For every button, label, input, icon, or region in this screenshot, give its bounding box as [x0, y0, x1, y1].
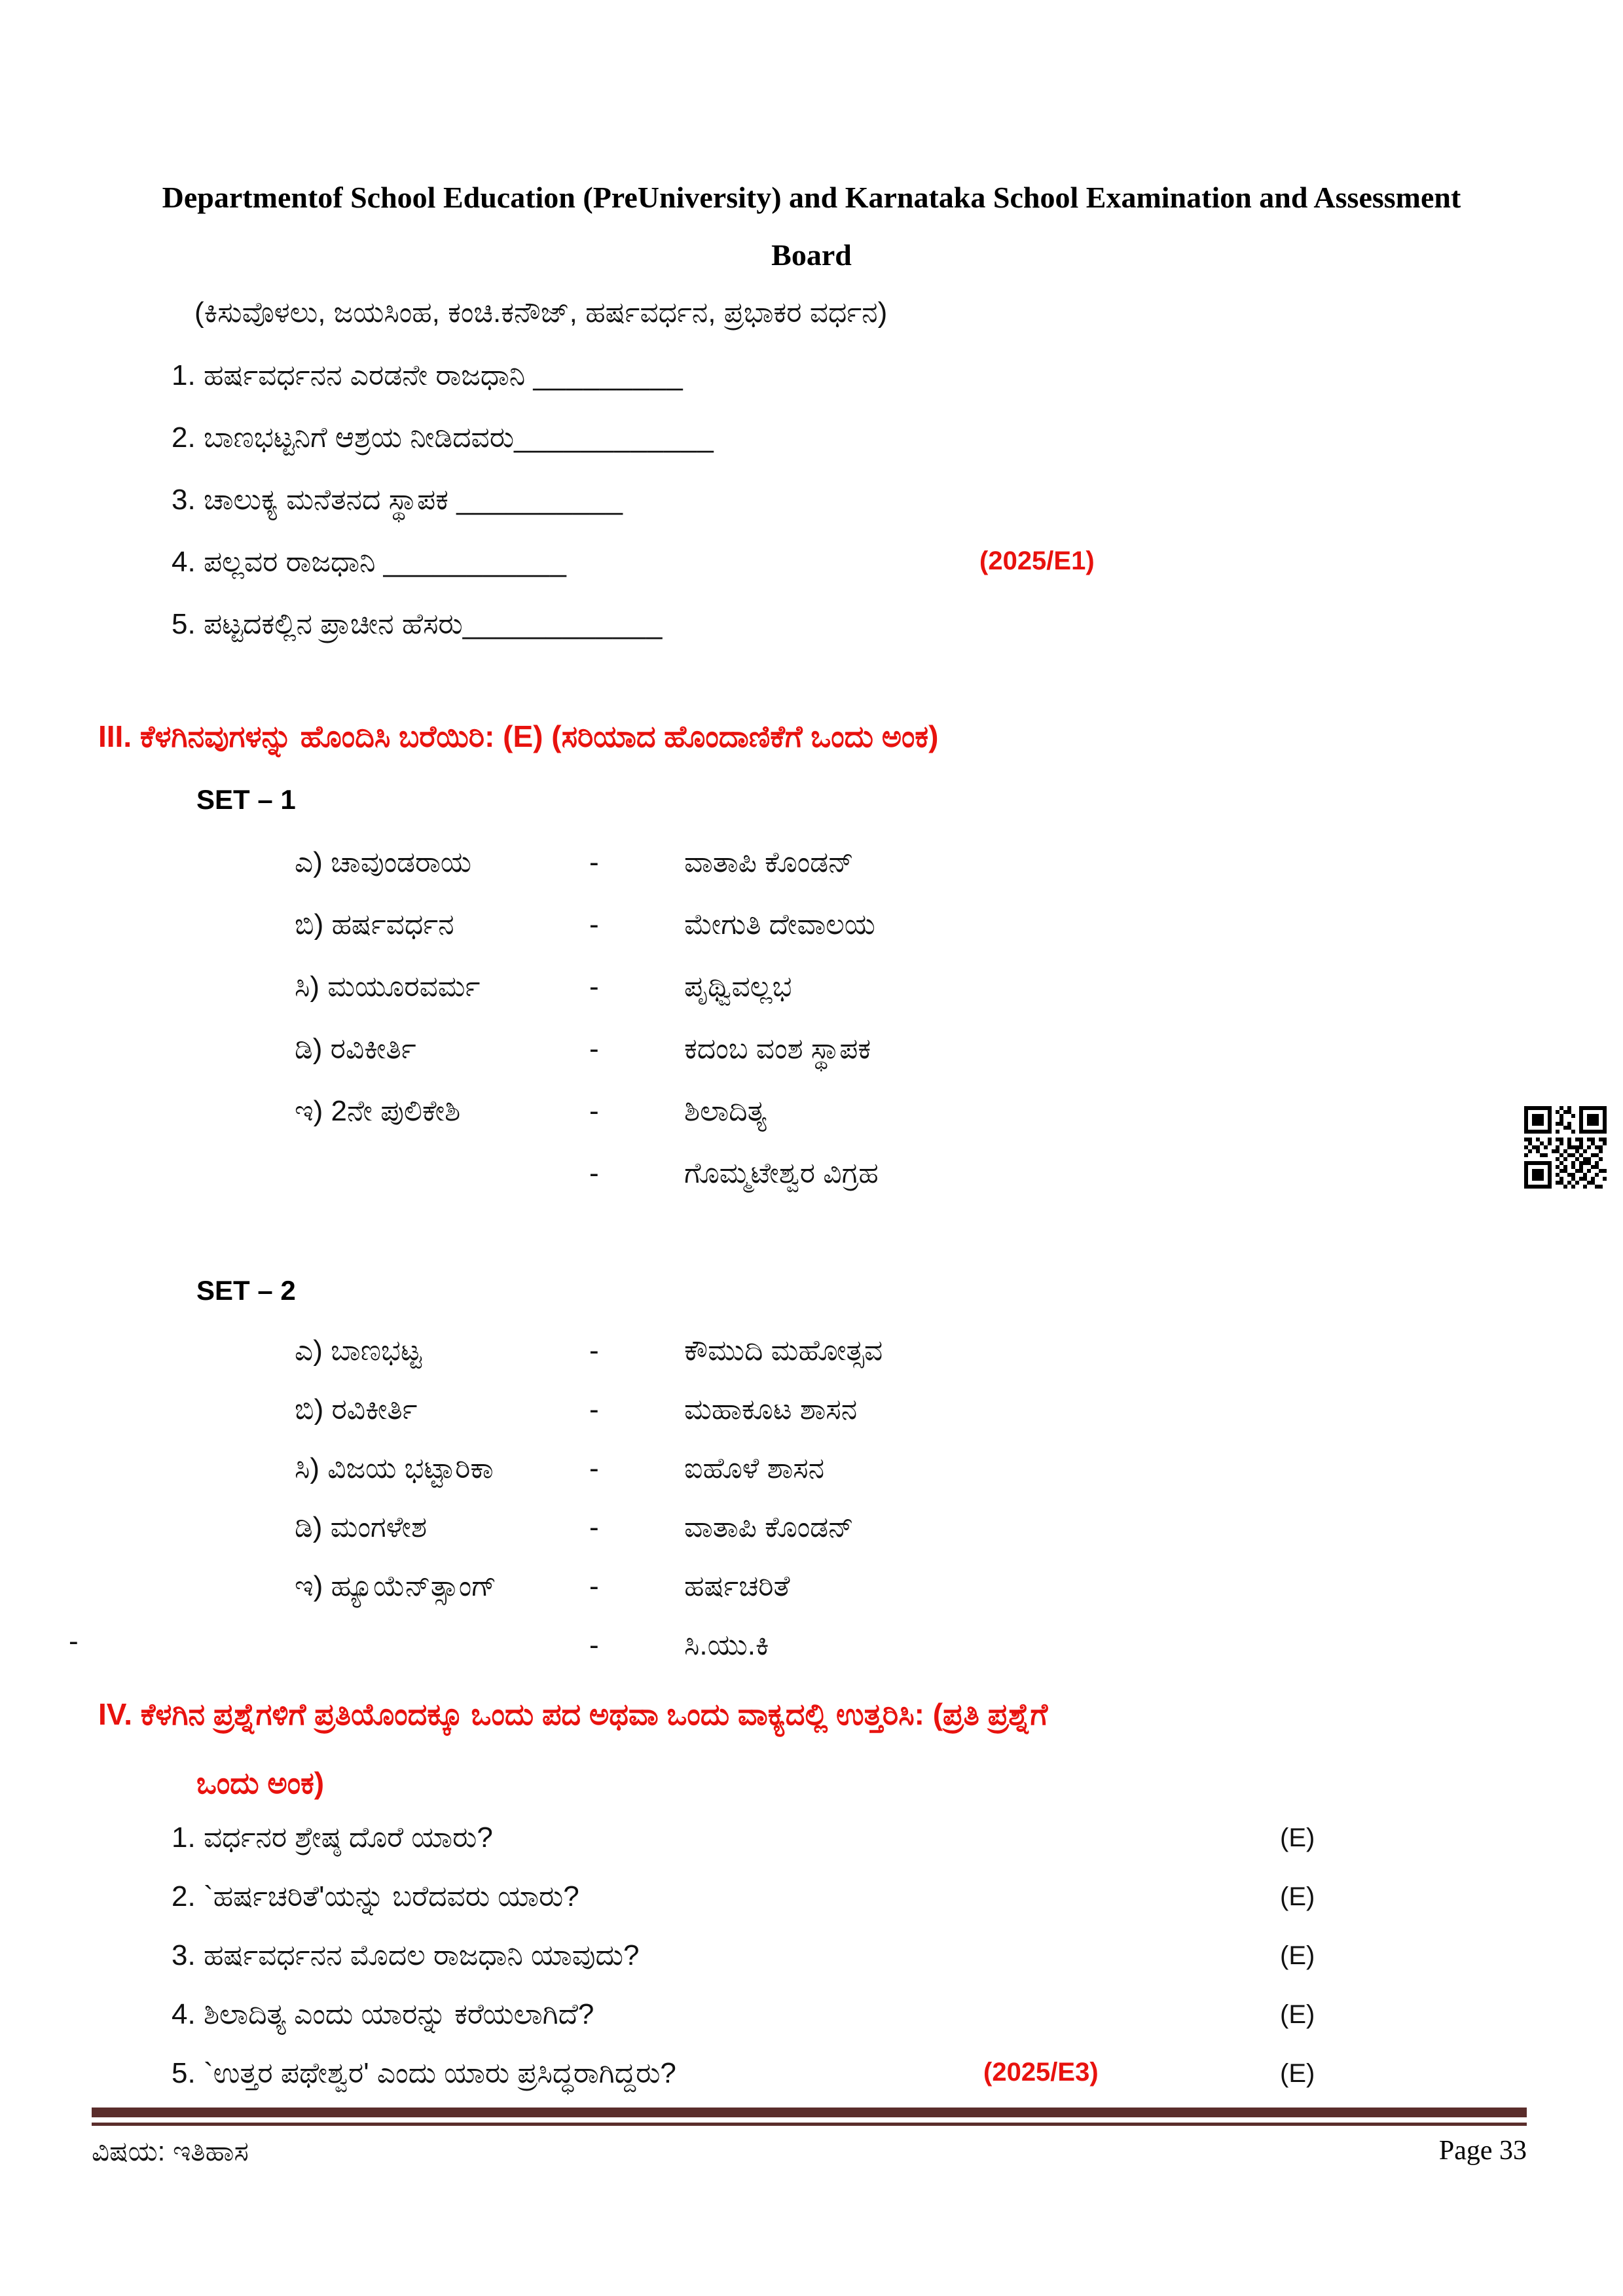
english-medium-mark: (E) [1280, 1882, 1315, 1911]
item-text: ಪಟ್ಟದಕಲ್ಲಿನ ಪ್ರಾಚೀನ ಹೆಸರು [203, 608, 463, 640]
page-header [0, 169, 1623, 284]
question-number: 4. [172, 1998, 196, 2030]
fill-in-blank-list [172, 359, 1415, 670]
english-medium-mark: (E) [1280, 1941, 1315, 1970]
section4-title-line2: ಒಂದು ಅಂಕ) [196, 1766, 325, 1800]
english-medium-mark: (E) [1280, 1823, 1315, 1852]
question-number: 2. [172, 1880, 196, 1912]
match-left: ಇ) 2ನೇ ಪುಲಿಕೇಶಿ [295, 1095, 461, 1127]
answer-blank: ___________ [383, 546, 567, 578]
match-right: ಹರ್ಷಚರಿತೆ [684, 1570, 790, 1602]
match-dash: - [589, 1095, 599, 1127]
match-right: ವಾತಾಪಿ ಕೊಂಡನ್ [684, 846, 854, 878]
match-right: ಪೃಥ್ವಿವಲ್ಲಭ [684, 971, 792, 1003]
english-medium-mark: (E) [1280, 2000, 1315, 2029]
item-number: 2. [172, 422, 196, 454]
match-left: ಸಿ) ವಿಜಯ ಭಟ್ಟಾರಿಕಾ [295, 1452, 494, 1484]
match-right: ಕದಂಬ ವಂಶ ಸ್ಥಾಪಕ [684, 1033, 871, 1065]
match-dash: - [589, 908, 599, 941]
match-left: ಡಿ) ಮಂಗಳೇಶ [295, 1511, 428, 1543]
match-dash: - [589, 1157, 599, 1189]
question-row [172, 1939, 1481, 1998]
set1-match-table [295, 846, 1211, 1219]
match-row [295, 1094, 1211, 1157]
question-text: ವರ್ಧನರ ಶ್ರೇಷ್ಠ ದೊರೆ ಯಾರು? [203, 1821, 493, 1854]
match-row [295, 908, 1211, 970]
fill-in-item [172, 421, 1415, 483]
match-right: ಮಹಾಕೂಟ ಶಾಸನ [684, 1393, 858, 1426]
english-medium-mark: (E) [1280, 2059, 1315, 2088]
match-row [295, 1393, 1211, 1452]
question-row [172, 2056, 1481, 2115]
item-number: 1. [172, 359, 196, 391]
match-right: ಐಹೊಳೆ ಶಾಸನ [684, 1452, 825, 1484]
match-row [295, 1570, 1211, 1628]
match-row [295, 970, 1211, 1032]
item-number: 3. [172, 484, 196, 516]
footer-rule-thick [92, 2108, 1527, 2117]
match-right: ಗೊಮ್ಮಟೇಶ್ವರ ವಿಗ್ರಹ [684, 1157, 879, 1189]
item-text: ಪಲ್ಲವರ ರಾಜಧಾನಿ [203, 546, 384, 578]
footer-rule-thin [92, 2123, 1527, 2126]
fill-in-item [172, 545, 1415, 607]
match-left: ಬಿ) ಹರ್ಷವರ್ಧನ [295, 908, 454, 941]
match-right: ಸಿ.ಯು.ಕಿ [684, 1629, 769, 1661]
match-right: ಕೌಮುದಿ ಮಹೋತ್ಸವ [684, 1335, 883, 1367]
item-number: 5. [172, 608, 196, 640]
match-dash: - [589, 1452, 599, 1484]
question-row [172, 1998, 1481, 2056]
question-row [172, 1821, 1481, 1880]
item-number: 4. [172, 546, 196, 578]
answer-blank: _________ [533, 359, 684, 391]
match-dash: - [589, 1629, 599, 1661]
match-left: ಡಿ) ರವಿಕೀರ್ತಿ [295, 1033, 416, 1065]
match-right: ವಾತಾಪಿ ಕೊಂಡನ್ [684, 1511, 854, 1543]
question-number: 1. [172, 1821, 196, 1854]
set1-label: SET – 1 [196, 784, 296, 815]
answer-blank: __________ [456, 484, 623, 516]
answer-blank: ____________ [462, 608, 663, 640]
match-dash: - [589, 971, 599, 1003]
question-text: ಶಿಲಾದಿತ್ಯ ಎಂದು ಯಾರನ್ನು ಕರೆಯಲಾಗಿದೆ? [203, 1998, 594, 2030]
match-dash: - [589, 1511, 599, 1543]
set2-label: SET – 2 [196, 1275, 296, 1306]
item-text: ಹರ್ಷವರ್ಧನನ ಎರಡನೇ ರಾಜಧಾನಿ [203, 359, 534, 391]
intro-text: (ಕಿಸುವೊಳಲು, ಜಯಸಿಂಹ, ಕಂಚಿ.ಕನೌಜ್, ಹರ್ಷವರ್ಧನ, ಪ್ರಭಾಕರ ವರ್ಧನ) [194, 296, 888, 329]
item-text: ಚಾಲುಕ್ಯ ಮನೆತನದ ಸ್ಥಾಪಕ [203, 484, 457, 516]
set2-match-table [295, 1334, 1211, 1687]
match-row [295, 1334, 1211, 1393]
qr-code [1524, 1106, 1607, 1189]
question-number: 3. [172, 1939, 196, 1971]
match-row [295, 1511, 1211, 1570]
match-left: ಎ) ಬಾಣಭಟ್ಟ [295, 1335, 422, 1367]
fill-in-item [172, 483, 1415, 545]
match-dash: - [589, 846, 599, 878]
match-right: ಶಿಲಾದಿತ್ಯ [684, 1095, 767, 1127]
match-row [295, 1032, 1211, 1094]
header-title-line1: Departmentof School Education (PreUniversity) and Karnataka School Examination and Assessment [162, 181, 1461, 214]
match-dash: - [589, 1033, 599, 1065]
match-row [295, 846, 1211, 908]
question-number: 5. [172, 2057, 196, 2089]
match-dash: - [589, 1335, 599, 1367]
fill-in-item [172, 607, 1415, 670]
section4-title-line1: IV. ಕೆಳಗಿನ ಪ್ರಶ್ನೆಗಳಿಗೆ ಪ್ರತಿಯೊಂದಕ್ಕೂ ಒಂದು ಪದ ಅಥವಾ ಒಂದು ವಾಕ್ಯದಲ್ಲಿ ಉತ್ತರಿಸಿ: (ಪ್ರತಿ ಪ್ರಶ್ನೆಗೆ [98, 1697, 1048, 1731]
short-answer-question-list [172, 1821, 1481, 2115]
match-row [295, 1452, 1211, 1511]
year-tag: (2025/E3) [983, 2058, 1099, 2087]
footer-subject: ವಿಷಯ: ಇತಿಹಾಸ [92, 2136, 249, 2166]
fill-in-item [172, 359, 1415, 421]
item-text: ಬಾಣಭಟ್ಟನಿಗೆ ಆಶ್ರಯ ನೀಡಿದವರು [203, 422, 515, 454]
section3-title: III. ಕೆಳಗಿನವುಗಳನ್ನು ಹೊಂದಿಸಿ ಬರೆಯಿರಿ: (E) (ಸರಿಯಾದ ಹೊಂದಾಣಿಕೆಗೆ ಒಂದು ಅಂಕ) [98, 719, 939, 753]
header-title-line2: Board [771, 238, 852, 272]
match-left: ಸಿ) ಮಯೂರವರ್ಮ [295, 971, 481, 1003]
match-dash: - [589, 1393, 599, 1426]
match-left: ಇ) ಹ್ಯೂಯೆನ್‌ತ್ಸಾಂಗ್ [295, 1570, 497, 1602]
question-row [172, 1880, 1481, 1939]
match-right: ಮೇಗುತಿ ದೇವಾಲಯ [684, 908, 875, 941]
match-row [295, 1628, 1211, 1687]
match-dash: - [589, 1570, 599, 1602]
stray-dash: - [69, 1625, 79, 1657]
question-text: `ಹರ್ಷಚರಿತೆ'ಯನ್ನು ಬರೆದವರು ಯಾರು? [203, 1880, 579, 1912]
footer-page-number: Page 33 [1438, 2136, 1527, 2166]
match-row [295, 1157, 1211, 1219]
match-left: ಬಿ) ರವಿಕೀರ್ತಿ [295, 1393, 418, 1426]
question-text: ಹರ್ಷವರ್ಧನನ ಮೊದಲ ರಾಜಧಾನಿ ಯಾವುದು? [203, 1939, 640, 1971]
answer-blank: ____________ [514, 422, 714, 454]
question-text: `ಉತ್ತರ ಪಥೇಶ್ವರ' ಎಂದು ಯಾರು ಪ್ರಸಿದ್ಧರಾಗಿದ್ದರು? [203, 2057, 676, 2089]
match-left: ಎ) ಚಾವುಂಡರಾಯ [295, 846, 472, 878]
year-tag: (2025/E1) [979, 547, 1095, 575]
